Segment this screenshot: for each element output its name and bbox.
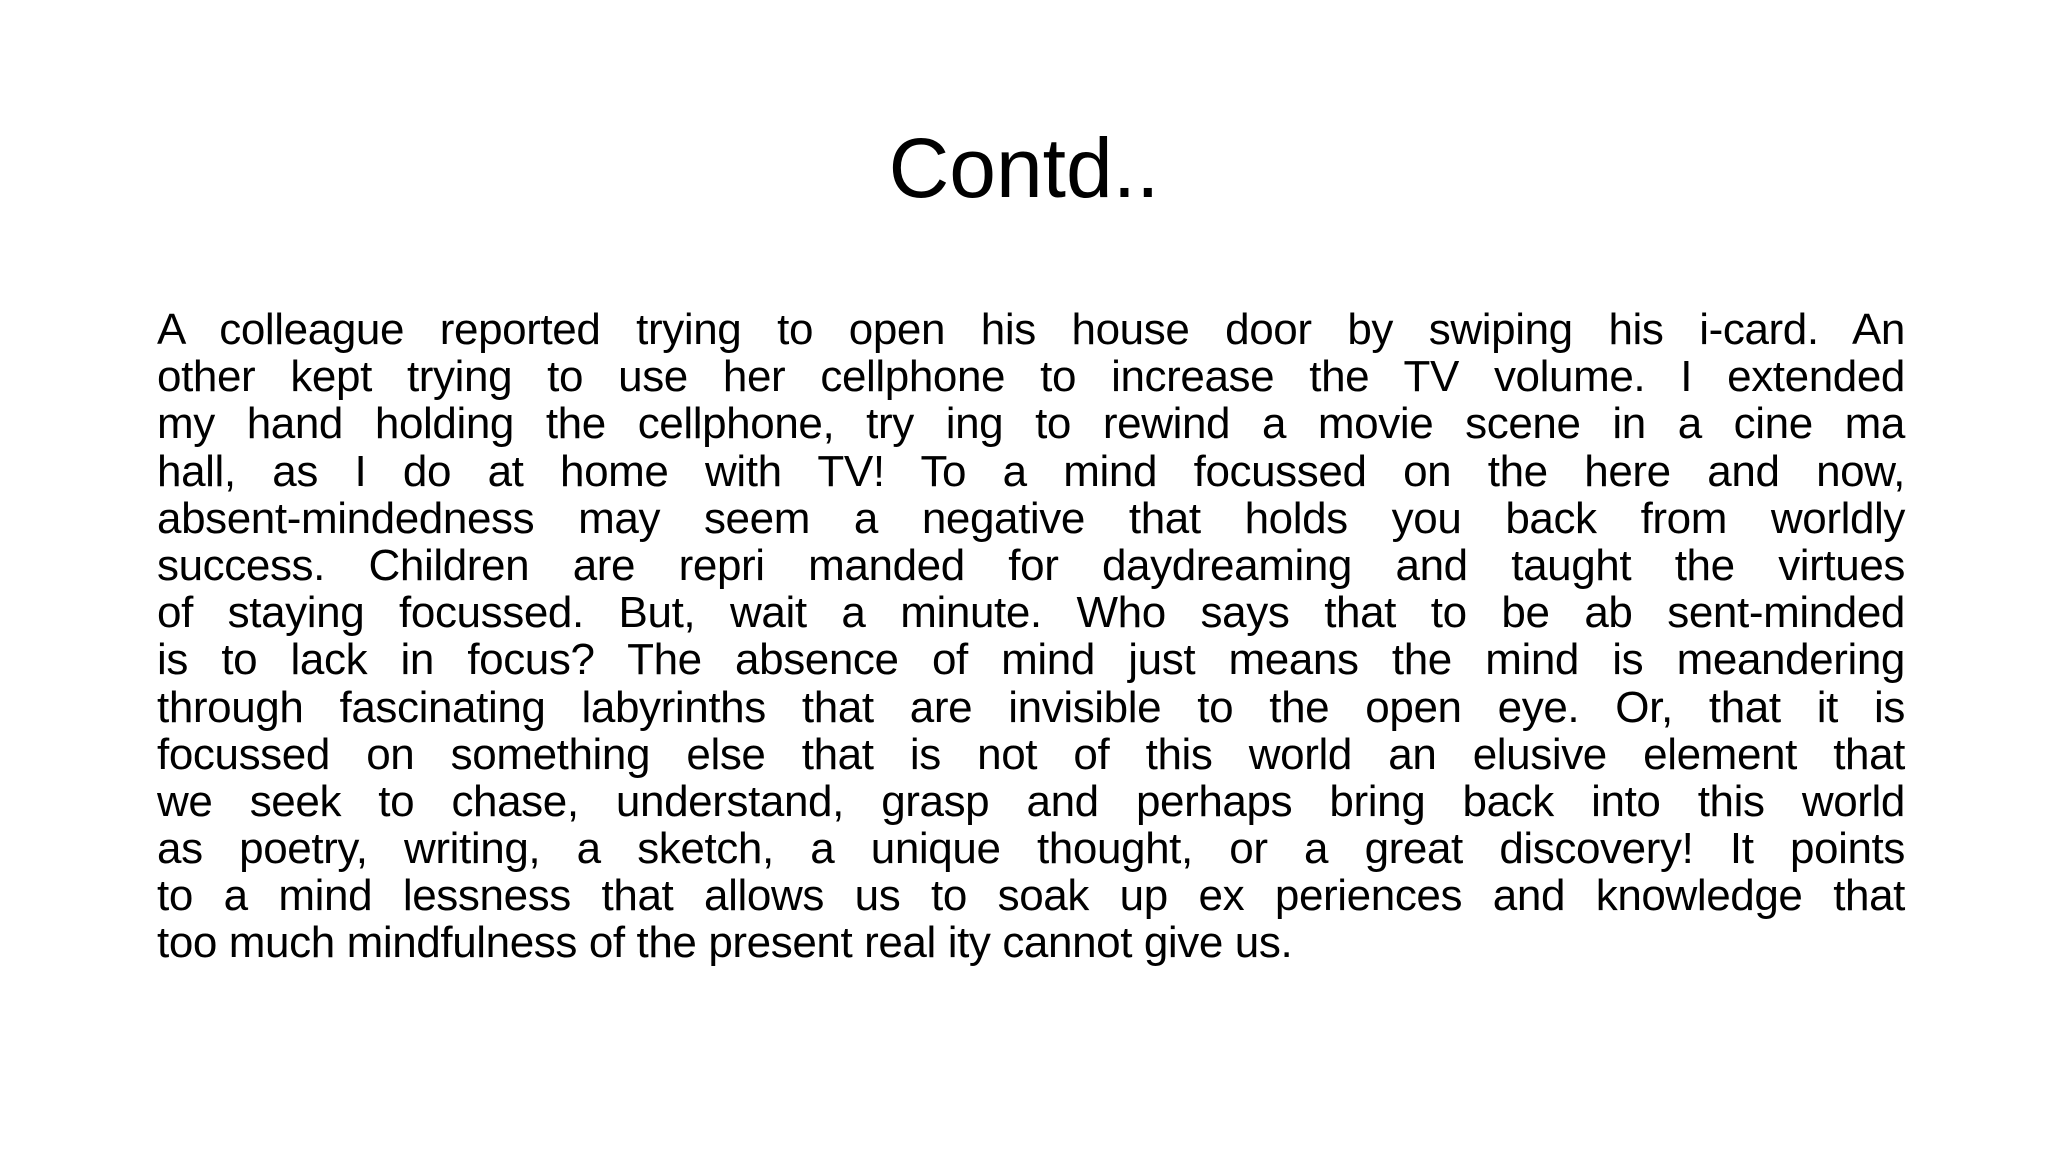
body-line: A colleague reported trying to open his house door by swiping his i-card. An [157, 305, 1905, 354]
body-line: my hand holding the cellphone, try ing to rewind a movie scene in a cine ma [157, 399, 1905, 449]
body-line: too much mindfulness of the present real ity cannot give us. [157, 918, 1293, 968]
body-line: focussed on something else that is not of this world an elusive element that [157, 729, 1905, 779]
body-line: we seek to chase, understand, grasp and perhaps bring back into this world [157, 776, 1905, 826]
body-line: absent-mindedness may seem a negative that holds you back from worldly [157, 493, 1905, 543]
body-line: is to lack in focus? The absence of mind just means the mind is meandering [157, 635, 1905, 685]
body-line: through fascinating labyrinths that are invisible to the open eye. Or, that it is [157, 682, 1905, 732]
body-line: other kept trying to use her cellphone to increase the TV volume. I extended [157, 352, 1905, 402]
body-line: of staying focussed. But, wait a minute. Who says that to be ab sent-minded [157, 588, 1905, 638]
slide-title: Contd.. [888, 121, 1160, 215]
body-line: success. Children are repri manded for daydreaming and taught the virtues [157, 540, 1905, 590]
body-line: hall, as I do at home with TV! To a mind focussed on the here and now, [157, 446, 1905, 496]
slide-body [157, 306, 1905, 967]
body-line: to a mind lessness that allows us to soak up ex periences and knowledge that [157, 871, 1905, 921]
body-line: as poetry, writing, a sketch, a unique thought, or a great discovery! It points [157, 824, 1905, 874]
